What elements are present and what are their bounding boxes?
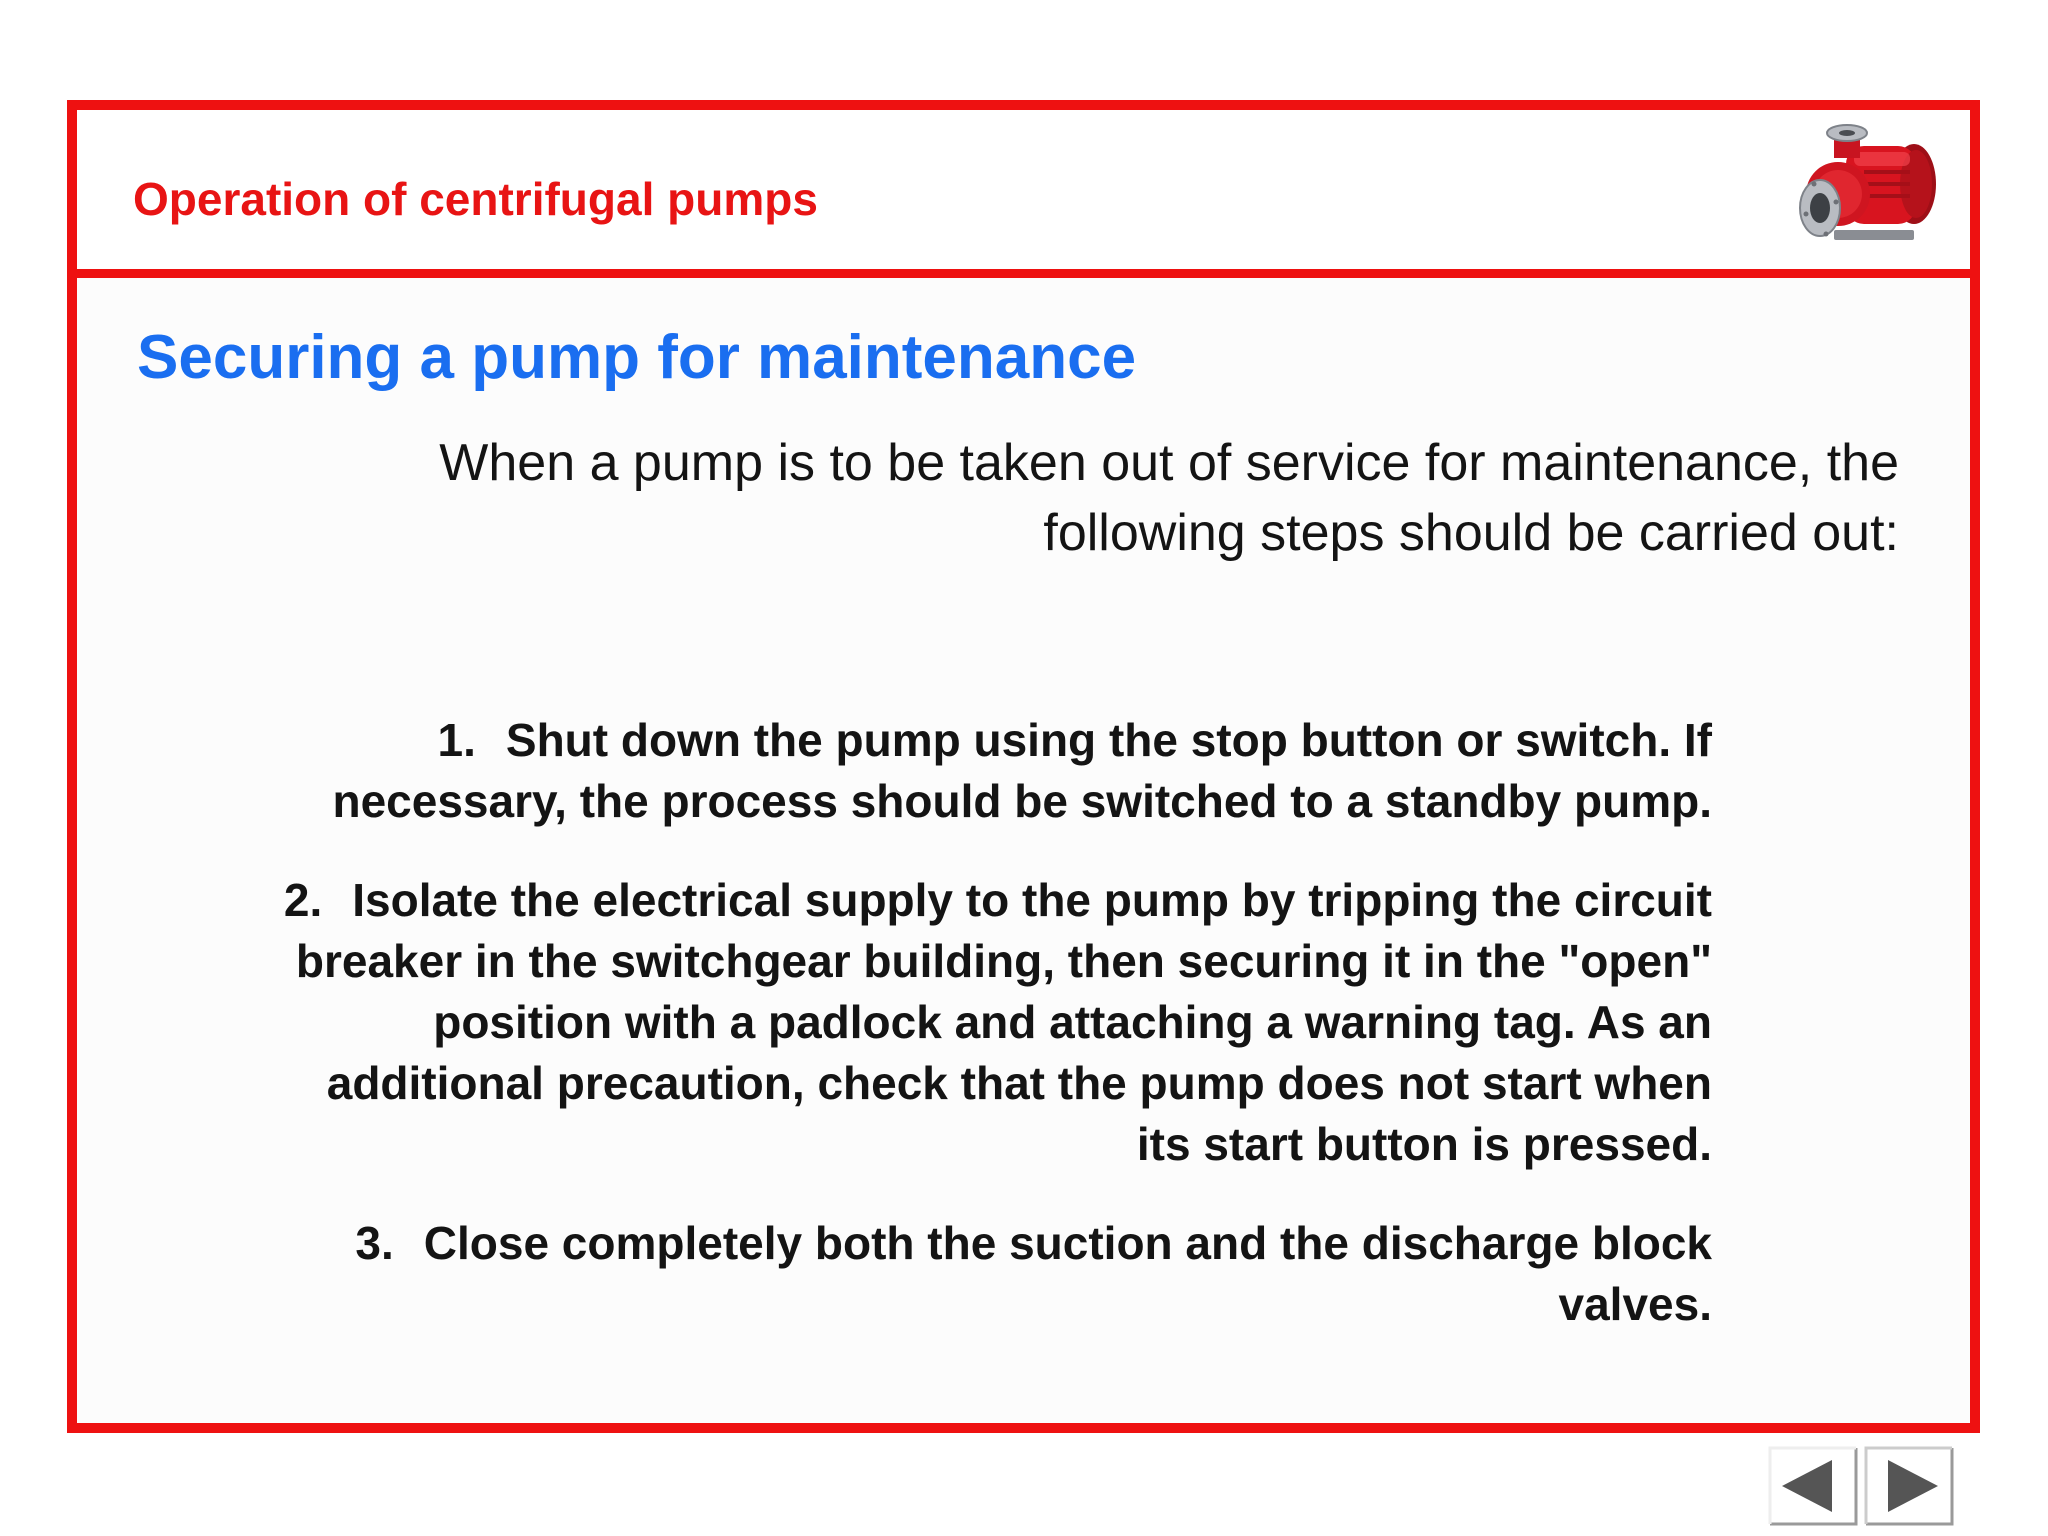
pump-illustration (1794, 122, 1944, 252)
step-text: Shut down the pump using the stop button or switch. If necessary, the process should be switched to a standby pump. (332, 714, 1712, 827)
next-slide-button[interactable] (1864, 1446, 1954, 1526)
step-text: Isolate the electrical supply to the pump by tripping the circuit breaker in the switchgear building, then securing it in the "open" position with a padlock and attaching a warning tag. As an additional precaution, check that the pump does not start when its start button is pressed. (295, 874, 1712, 1170)
step-text: Close completely both the suction and the discharge block valves. (423, 1217, 1712, 1330)
section-title: Operation of centrifugal pumps (133, 173, 818, 225)
slide-heading: Securing a pump for maintenance (137, 323, 1137, 392)
slide-frame (67, 100, 1980, 1433)
step-number: 2. (283, 874, 323, 926)
intro-paragraph: When a pump is to be taken out of service for maintenance, the following steps should be carried out: (439, 434, 1899, 562)
steps-list (277, 710, 1712, 1373)
slide-navigation (1768, 1446, 1958, 1526)
step-number: 1. (437, 714, 476, 766)
list-item (277, 710, 1712, 832)
previous-slide-button[interactable] (1768, 1446, 1858, 1526)
list-item (277, 870, 1712, 1175)
step-number: 3. (355, 1217, 394, 1269)
list-item (277, 1213, 1712, 1335)
slide-header (77, 110, 1970, 278)
